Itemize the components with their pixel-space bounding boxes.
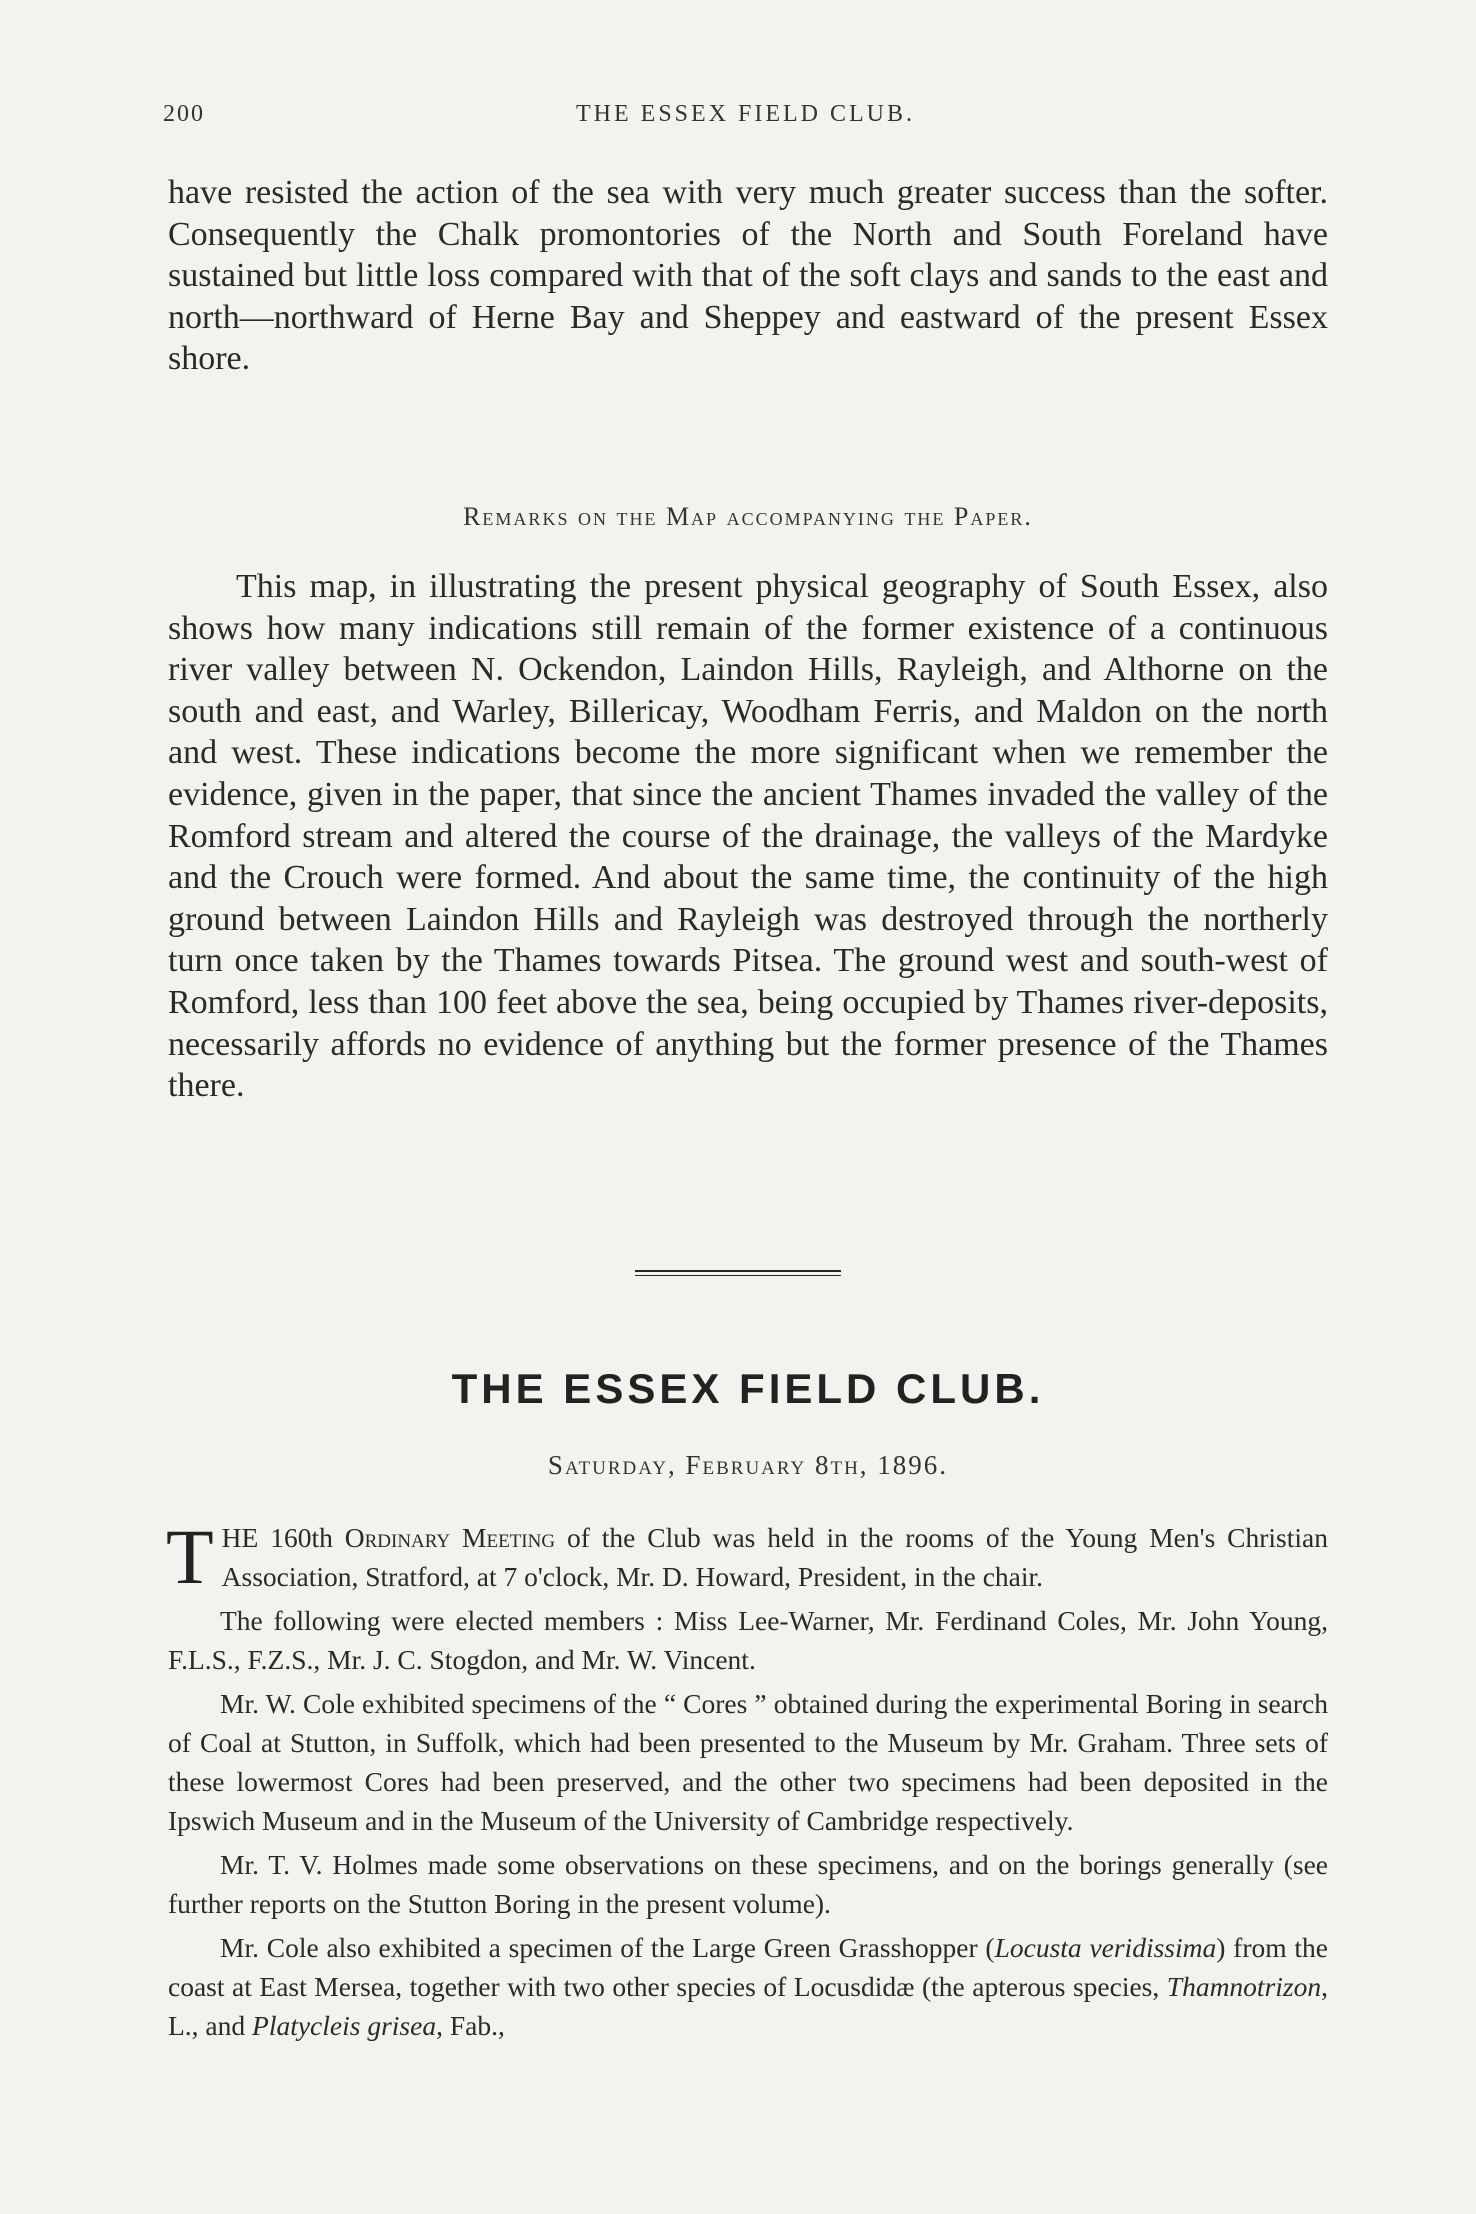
page-number: 200 (163, 101, 205, 127)
paragraph-map-remarks (168, 566, 1328, 1107)
species-name-locusta: Locusta veridissima (994, 1932, 1217, 1963)
minutes-paragraph-1 (166, 1513, 1328, 1600)
minutes-p5-d: , Fab., (436, 2010, 505, 2041)
divider-line (635, 1270, 841, 1272)
section-divider (0, 1270, 1476, 1276)
minutes-paragraph-5 (168, 1928, 1328, 2045)
minutes-p1-start: HE 160th (221, 1522, 345, 1553)
minutes-paragraph-2: The following were elected members : Miss Lee-Warner, Mr. Ferdinand Coles, Mr. John Young, F.L.S., F.Z.S., Mr. J. C. Stogdon, and Mr. W. Vincent. (168, 1605, 1328, 1675)
minutes-p1-end: of the Club was held in the rooms of the Young Men's Christian Association, Stratford, at 7 o'clock, Mr. D. Howard, President, in the chair. (221, 1522, 1328, 1592)
running-head-title: THE ESSEX FIELD CLUB. (576, 101, 915, 127)
meeting-date: Saturday, February 8th, 1896. (547, 1450, 949, 1480)
paragraph-2-text: This map, in illustrating the present physical geography of South Essex, also shows how many indications still remain of the former existence of a continuous river valley between N. Ockendon, Laindon Hills, Rayleigh, and Althorne on the south and east, and Warley, Billericay, Woodham Ferris, and Maldon on the north and west. These indications become the more significant when we remember the evidence, given in the paper, that since the ancient Thames invaded the valley of the Romford stream and altered the course of the drainage, the valleys of the Mardyke and the Crouch were formed. And about the same time, the continuity of the high ground between Laindon Hills and Rayleigh was destroyed through the northerly turn once taken by the Thames towards Pitsea. The ground west and south-west of Romford, less than 100 feet above the sea, being occupied by Thames river-deposits, necessarily affords no evidence of anything but the former presence of the Thames there. (168, 568, 1328, 1105)
section-heading: Remarks on the Map accompanying the Paper. (463, 502, 1033, 531)
club-title: THE ESSEX FIELD CLUB. (451, 1365, 1045, 1412)
paragraph-1-text: have resisted the action of the sea with very much greater success than the softer. Consequently the Chalk promontories of the North and South Foreland have sustained but little loss compared with that of the soft clays and sands to the east and north—northward of Herne Bay and Sheppey and eastward of the present Essex shore. (168, 174, 1328, 378)
paragraph-continued (168, 172, 1328, 380)
minutes-paragraph-4: Mr. T. V. Holmes made some observations on these specimens, and on the borings generally (see further reports on the Stutton Boring in the present volume). (168, 1849, 1328, 1919)
drop-cap: T (166, 1513, 214, 1600)
minutes-p5-a: Mr. Cole also exhibited a specimen of the Large Green Grasshopper ( (220, 1932, 995, 1963)
meeting-minutes (166, 1513, 1329, 2050)
running-head (163, 101, 1328, 141)
species-name-thamnotrizon: Thamnotrizon (1166, 1971, 1322, 2002)
minutes-p5-c: , L., and (168, 1971, 1328, 2041)
divider-line (635, 1275, 841, 1276)
species-name-platycleis: Platycleis grisea (252, 2010, 437, 2041)
minutes-p1-smallcaps: Ordinary Meeting (344, 1522, 556, 1553)
minutes-paragraph-3: Mr. W. Cole exhibited specimens of the “ Cores ” obtained during the experimental Boring in search of Coal at Stutton, in Suffolk, which had been presented to the Museum by Mr. Graham. Three sets of these lowermost Cores had been preserved, and the other two specimens had been deposited in the Ipswich Museum and in the Museum of the University of Cambridge respectively. (168, 1688, 1328, 1836)
minutes-p5-b: ) from the coast at East Mersea, together with two other species of Locusdidæ (the apterous species, (168, 1932, 1329, 2002)
